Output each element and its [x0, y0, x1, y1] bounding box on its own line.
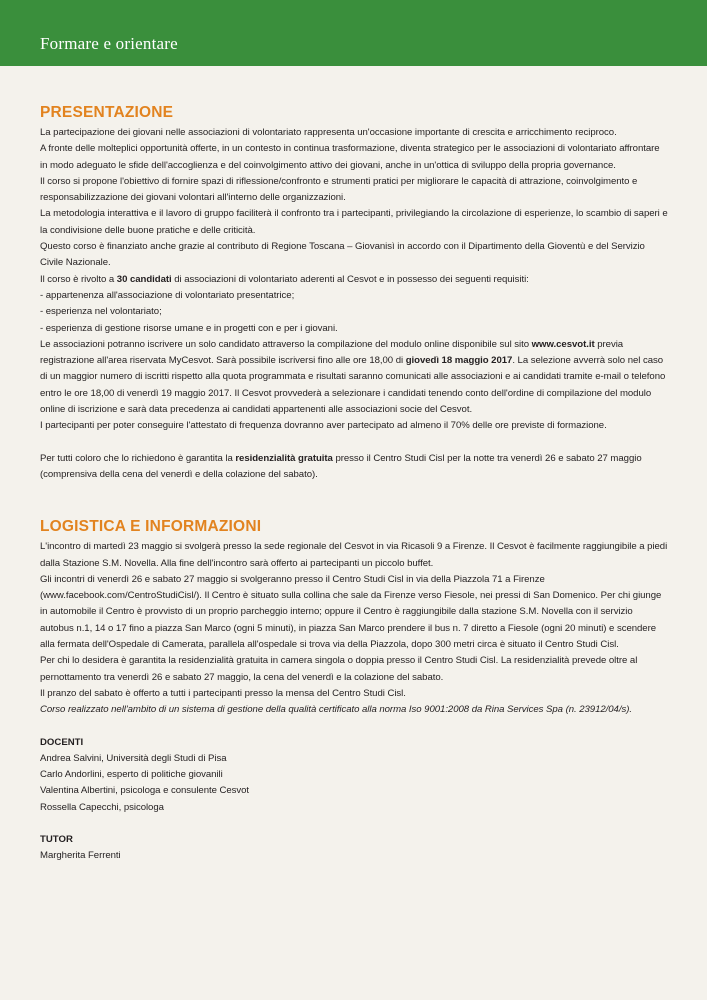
tutor-heading: TUTOR — [40, 833, 73, 845]
bold-text: residenzialità gratuita — [235, 452, 333, 464]
paragraph: Per chi lo desidera è garantita la residenzialità gratuita in camera singola o doppia presso il Centro Studi Cisl. La residenzialità prevede oltre al pernottamento tra venerdì 26 e sabato 27 maggio, la cena del venerdì e la colazione del sabato. — [40, 655, 638, 683]
spacer — [40, 719, 668, 735]
paragraph: I partecipanti per poter conseguire l'attestato di frequenza dovranno aver partecipato ad almeno il 70% delle ore previste di formazione. — [40, 420, 607, 432]
paragraph: Gli incontri di venerdì 26 e sabato 27 maggio si svolgeranno presso il Centro Studi Cisl in via della Piazzola 71 a Firenze (www.facebook.com/CentroStudiCisl/). Il Centro è situato sulla collina che sale da Firenze verso Fiesole, nei pressi di San Domenico. Per chi giunge in automobile il Centro è provvisto di un proprio parcheggio interno; oppure il Centro è raggiungibile dalla stazione S.M. Novella con il servizio autobus n.1, 14 o 17 fino a piazza San Marco (ogni 5 minuti), in piazza San Marco prendere il bus n. 7 diretto a Fiesole (ogni 20 minuti) e scendere alla fermata dell'Ospedale di Camerata, parallela all'ospedale si trova via della Piazzola, dopo 300 metri circa è situato il Centro Studi Cisl. — [40, 573, 662, 651]
text: Per tutti coloro che lo richiedono è garantita la — [40, 452, 236, 464]
docente-item: Rossella Capecchi, psicologa — [40, 801, 164, 813]
paragraph: Il corso si propone l'obiettivo di fornire spazi di riflessione/confronto e strumenti pratici per migliorare le capacità di attrazione, coinvolgimento e responsabilizzazione dei giovani volontari all'interno delle organizzazioni. — [40, 175, 638, 204]
docente-item: Carlo Andorlini, esperto di politiche giovanili — [40, 769, 223, 781]
text: . La selezione avverrà solo nel caso di un maggior numero di iscritti rispetto alla quota programmata e risultati saranno comunicati alle associazioni e ai candidati tramite e-mail o telefono entro le ore 18,00 di venerdì 19 maggio 2017. Il Cesvot provvederà a selezionare i candidati tenendo conto dell'ordine di compilazione del modulo online di iscrizione e sarà data precedenza ai candidati appartenenti alle associazioni socie del Cesvot. — [40, 355, 666, 416]
paragraph — [40, 272, 668, 288]
bold-text: giovedì 18 maggio 2017 — [405, 355, 513, 367]
bold-text: 30 candidati — [116, 273, 172, 285]
page-content — [40, 104, 668, 865]
text: Le associazioni potranno iscrivere un solo candidato attraverso la compilazione del modulo online disponibile sul sito — [40, 338, 532, 350]
paragraph: L'incontro di martedì 23 maggio si svolgerà presso la sede regionale del Cesvot in via Ricasoli 9 a Firenze. Il Cesvot è facilmente raggiungibile a piedi dalla Stazione S.M. Novella. Alla fine dell'incontro sarà offerto ai partecipanti un piccolo buffet. — [40, 541, 668, 569]
spacer — [40, 435, 668, 451]
docente-item: Andrea Salvini, Università degli Studi di Pisa — [40, 752, 227, 764]
text: previa registrazione all'area riservata MyCesvot. Sarà possibile iscriversi fino alle ore 18,00 di — [40, 338, 624, 367]
spacer — [40, 816, 668, 832]
docenti-heading: DOCENTI — [40, 736, 84, 748]
website-link[interactable]: www.cesvot.it — [531, 338, 595, 350]
paragraph: Il pranzo del sabato è offerto a tutti i partecipanti presso la mensa del Centro Studi Cisl. — [40, 687, 406, 699]
text: Il corso è rivolto a — [40, 273, 117, 285]
paragraph: La metodologia interattiva e il lavoro di gruppo faciliterà il confronto tra i partecipanti, privilegiando la circolazione di esperienze, lo scambio di saperi e la condivisione delle buone pratiche e delle criticità. — [40, 208, 668, 236]
paragraph: Questo corso è finanziato anche grazie al contributo di Regione Toscana – Giovanisì in accordo con il Dipartimento della Gioventù e del Servizio Civile Nazionale. — [40, 241, 645, 269]
paragraph — [40, 451, 668, 484]
paragraph: A fronte delle molteplici opportunità offerte, in un contesto in continua trasformazione, diventa strategico per le associazioni di volontariato affrontare in modo adeguato le sfide dell'accoglienza e del coinvolgimento attivo dei giovani, anche in un'ottica di sviluppo della propria governance. — [40, 143, 660, 171]
text: presso il Centro Studi Cisl per la notte tra venerdì 26 e sabato 27 maggio (comprensiva della cena del venerdì e della colazione del sabato). — [40, 452, 642, 480]
section-title-logistica: LOGISTICA E INFORMAZIONI — [40, 518, 262, 536]
section-title-presentazione: PRESENTAZIONE — [40, 104, 174, 121]
requirement-item: - esperienza di gestione risorse umane e in progetti con e per i giovani. — [40, 322, 338, 334]
paragraph: La partecipazione dei giovani nelle associazioni di volontariato rappresenta un'occasione importante di crescita e arricchimento reciproco. — [40, 127, 617, 138]
spacer — [40, 483, 668, 518]
requirement-item: - appartenenza all'associazione di volontariato presentatrice; — [40, 289, 295, 301]
paragraph — [40, 337, 668, 418]
quality-note: Corso realizzato nell'ambito di un sistema di gestione della qualità certificato alla norma Iso 9001:2008 da Rina Services Spa (n. 23912/04/s). — [40, 704, 632, 716]
docente-item: Valentina Albertini, psicologa e consulente Cesvot — [40, 785, 250, 797]
header-title: Formare e orientare — [40, 34, 178, 53]
requirement-item: - esperienza nel volontariato; — [40, 306, 162, 318]
text: di associazioni di volontariato aderenti al Cesvot e in possesso dei seguenti requisiti: — [171, 273, 529, 285]
tutor-item: Margherita Ferrenti — [40, 850, 121, 862]
header-bar — [0, 0, 707, 66]
